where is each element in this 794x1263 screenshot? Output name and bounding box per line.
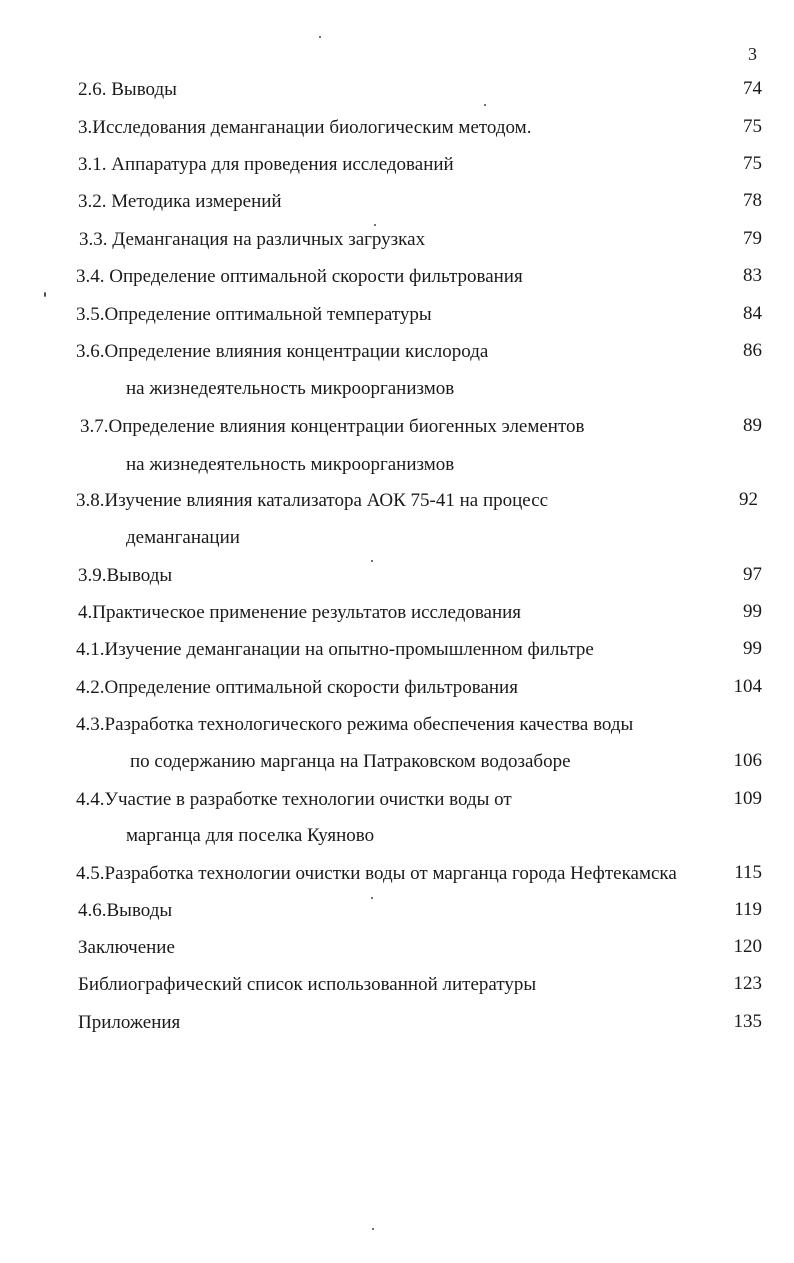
- toc-entry-page: 75: [743, 116, 762, 137]
- toc-entry-page: 78: [743, 190, 762, 211]
- toc-entry-page: 79: [743, 228, 762, 249]
- toc-entry-title: 3.2. Методика измерений: [78, 191, 282, 212]
- toc-entry-title: 4.2.Определение оптимальной скорости фильтрования: [76, 677, 518, 698]
- toc-entry-title: 3.1. Аппаратура для проведения исследований: [78, 154, 454, 175]
- toc-entry-page: 115: [734, 862, 762, 883]
- toc-entry-title: 2.6. Выводы: [78, 79, 177, 100]
- toc-entry-page: 120: [733, 936, 762, 957]
- toc-entry-page: 99: [743, 638, 762, 659]
- scan-speck: [371, 560, 373, 562]
- toc-entry-title: 4.6.Выводы: [78, 900, 173, 921]
- page-number: 3: [748, 44, 757, 64]
- toc-entry-page: 99: [743, 601, 762, 622]
- toc-entry-title: 4.5.Разработка технологии очистки воды от марганца города Нефтекамска: [76, 863, 677, 884]
- toc-entry-title: Заключение: [78, 937, 175, 958]
- scan-speck: [371, 897, 373, 899]
- toc-entry-title: 4.3.Разработка технологического режима обеспечения качества воды: [76, 714, 634, 735]
- toc-entry-title: 3.9.Выводы: [78, 565, 173, 586]
- toc-entry-title: 4.4.Участие в разработке технологии очистки воды от: [76, 789, 512, 810]
- toc-entry-page: 109: [733, 788, 762, 809]
- toc-entry-page: 89: [743, 415, 762, 436]
- toc-entry-title: по содержанию марганца на Патраковском водозаборе: [130, 751, 571, 772]
- scan-speck: [374, 224, 376, 226]
- toc-entry-title: на жизнедеятельность микроорганизмов: [126, 378, 455, 399]
- toc-entry-page: 135: [733, 1011, 762, 1032]
- scan-speck: [44, 292, 46, 297]
- toc-entry-page: 97: [743, 564, 762, 585]
- toc-entry-page: 92: [739, 489, 758, 510]
- toc-entry-title: 3.Исследования деманганации биологическим методом.: [78, 117, 532, 138]
- toc-entry-title: 4.Практическое применение результатов исследования: [78, 602, 522, 623]
- toc-entry-title: 4.1.Изучение деманганации на опытно-промышленном фильтре: [76, 639, 594, 660]
- toc-entry-title: 3.4. Определение оптимальной скорости фильтрования: [76, 266, 523, 287]
- toc-entry-title: марганца для поселка Куяново: [126, 825, 375, 846]
- toc-entry-title: Приложения: [78, 1012, 181, 1033]
- toc-entry-page: 84: [743, 303, 762, 324]
- toc-entry-title: Библиографический список использованной литературы: [78, 974, 537, 995]
- scan-speck: [319, 36, 321, 38]
- toc-entry-page: 123: [733, 973, 762, 994]
- toc-entry-title: на жизнедеятельность микроорганизмов: [126, 454, 455, 475]
- toc-entry-page: 104: [733, 676, 762, 697]
- toc-entry-page: 106: [733, 750, 762, 771]
- toc-entry-page: 119: [734, 899, 762, 920]
- toc-entry-page: 75: [743, 153, 762, 174]
- scan-speck: [372, 1228, 374, 1230]
- toc-entry-title: деманганации: [126, 527, 240, 548]
- scan-speck: [484, 104, 486, 106]
- toc-entry-title: 3.6.Определение влияния концентрации кислорода: [76, 341, 489, 362]
- toc-entry-page: 86: [743, 340, 762, 361]
- toc-entry-page: 74: [743, 78, 762, 99]
- toc-entry-page: 83: [743, 265, 762, 286]
- toc-entry-title: 3.7.Определение влияния концентрации биогенных элементов: [80, 416, 585, 437]
- toc-entry-title: 3.8.Изучение влияния катализатора АОК 75-41 на процесс: [76, 490, 549, 511]
- toc-entry-title: 3.5.Определение оптимальной температуры: [76, 304, 432, 325]
- toc-entry-title: 3.3. Деманганация на различных загрузках: [79, 229, 426, 250]
